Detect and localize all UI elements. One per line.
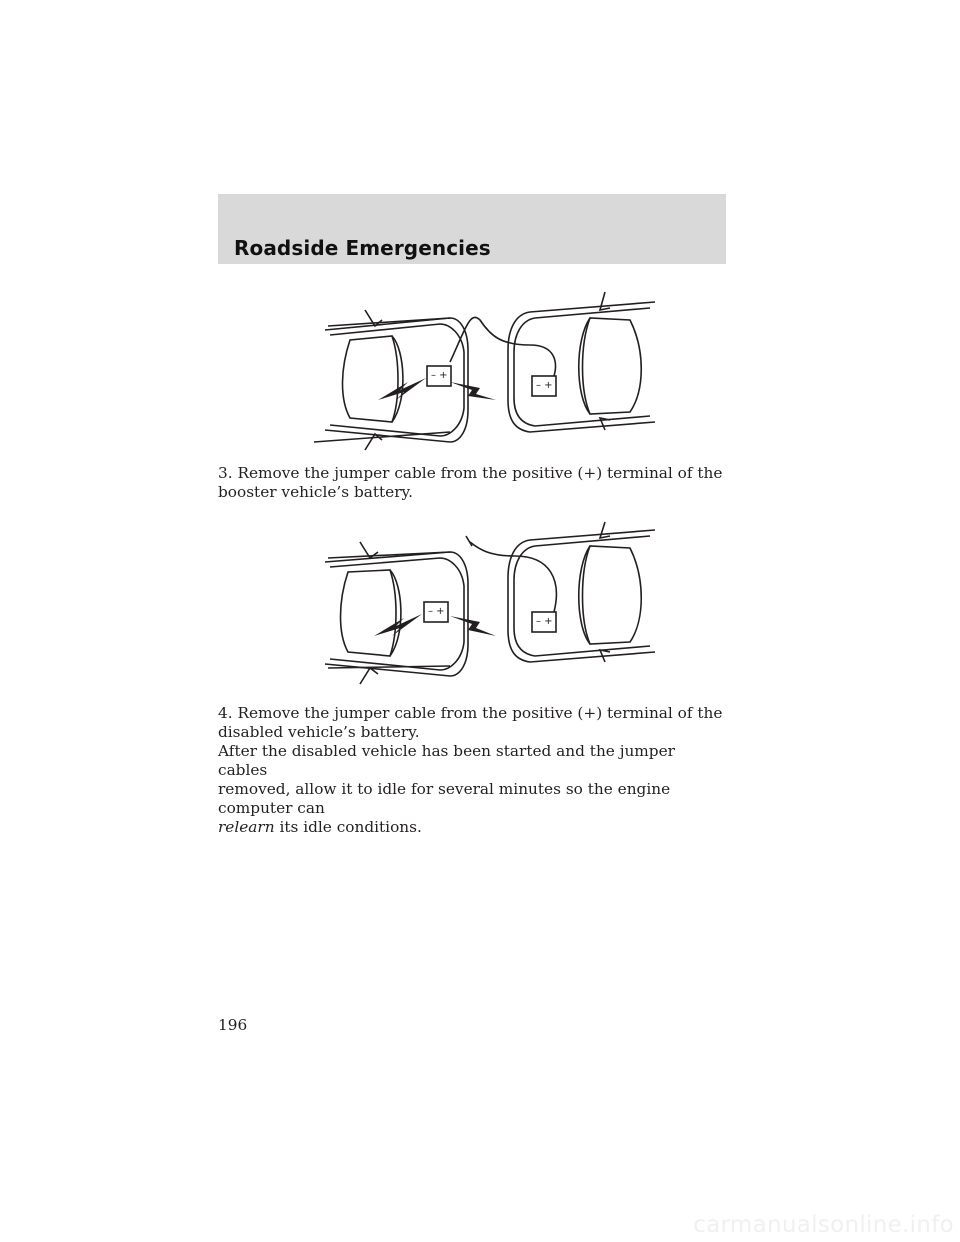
right-battery-terminals: – + <box>536 616 553 627</box>
jump-start-illustration-step4 <box>300 520 680 690</box>
left-car-mirror-bottom <box>360 668 378 684</box>
left-car-windshield <box>341 570 397 656</box>
jump-start-diagram-step3 <box>300 290 680 455</box>
left-car-windshield <box>343 336 399 422</box>
after-line-3-rest: its idle conditions. <box>274 818 422 836</box>
after-line-1: After the disabled vehicle has been started and the jumper cables <box>218 742 675 779</box>
jump-start-illustration-step3 <box>300 290 680 455</box>
right-spark-icon <box>450 382 496 400</box>
right-car-mirror-bottom <box>600 418 610 430</box>
left-spark-icon <box>374 614 422 636</box>
right-battery-terminals: – + <box>536 380 553 391</box>
left-battery-terminals: – + <box>431 370 448 381</box>
step-4-line-2: disabled vehicle’s battery. <box>218 723 420 741</box>
jump-start-diagram-step4 <box>300 520 680 690</box>
right-car-body <box>508 302 655 432</box>
right-car-mirror-top <box>600 292 610 310</box>
section-title: Roadside Emergencies <box>234 236 491 260</box>
watermark-logo: carmanualsonline.info <box>693 1212 954 1238</box>
left-battery-terminals: – + <box>428 606 445 617</box>
right-spark-icon <box>450 616 496 636</box>
step-3-text: 3. Remove the jumper cable from the positive (+) terminal of the booster vehicle’s battery. <box>218 464 723 501</box>
after-line-2: removed, allow it to idle for several minutes so the engine computer can <box>218 780 671 817</box>
page-number: 196 <box>218 1016 248 1034</box>
right-car-body <box>508 530 655 662</box>
step-4-text <box>218 704 728 742</box>
cable-clamp-loose <box>466 536 472 546</box>
right-car-windshield <box>583 318 642 414</box>
after-start-text <box>218 742 728 837</box>
jumper-cable-connected <box>450 317 555 376</box>
relearn-term: relearn <box>218 818 275 836</box>
right-car-windshield <box>583 546 642 644</box>
step-4-line-1: 4. Remove the jumper cable from the positive (+) terminal of the <box>218 704 723 722</box>
section-header-band <box>218 194 726 264</box>
right-car-mirror-top <box>600 522 610 538</box>
